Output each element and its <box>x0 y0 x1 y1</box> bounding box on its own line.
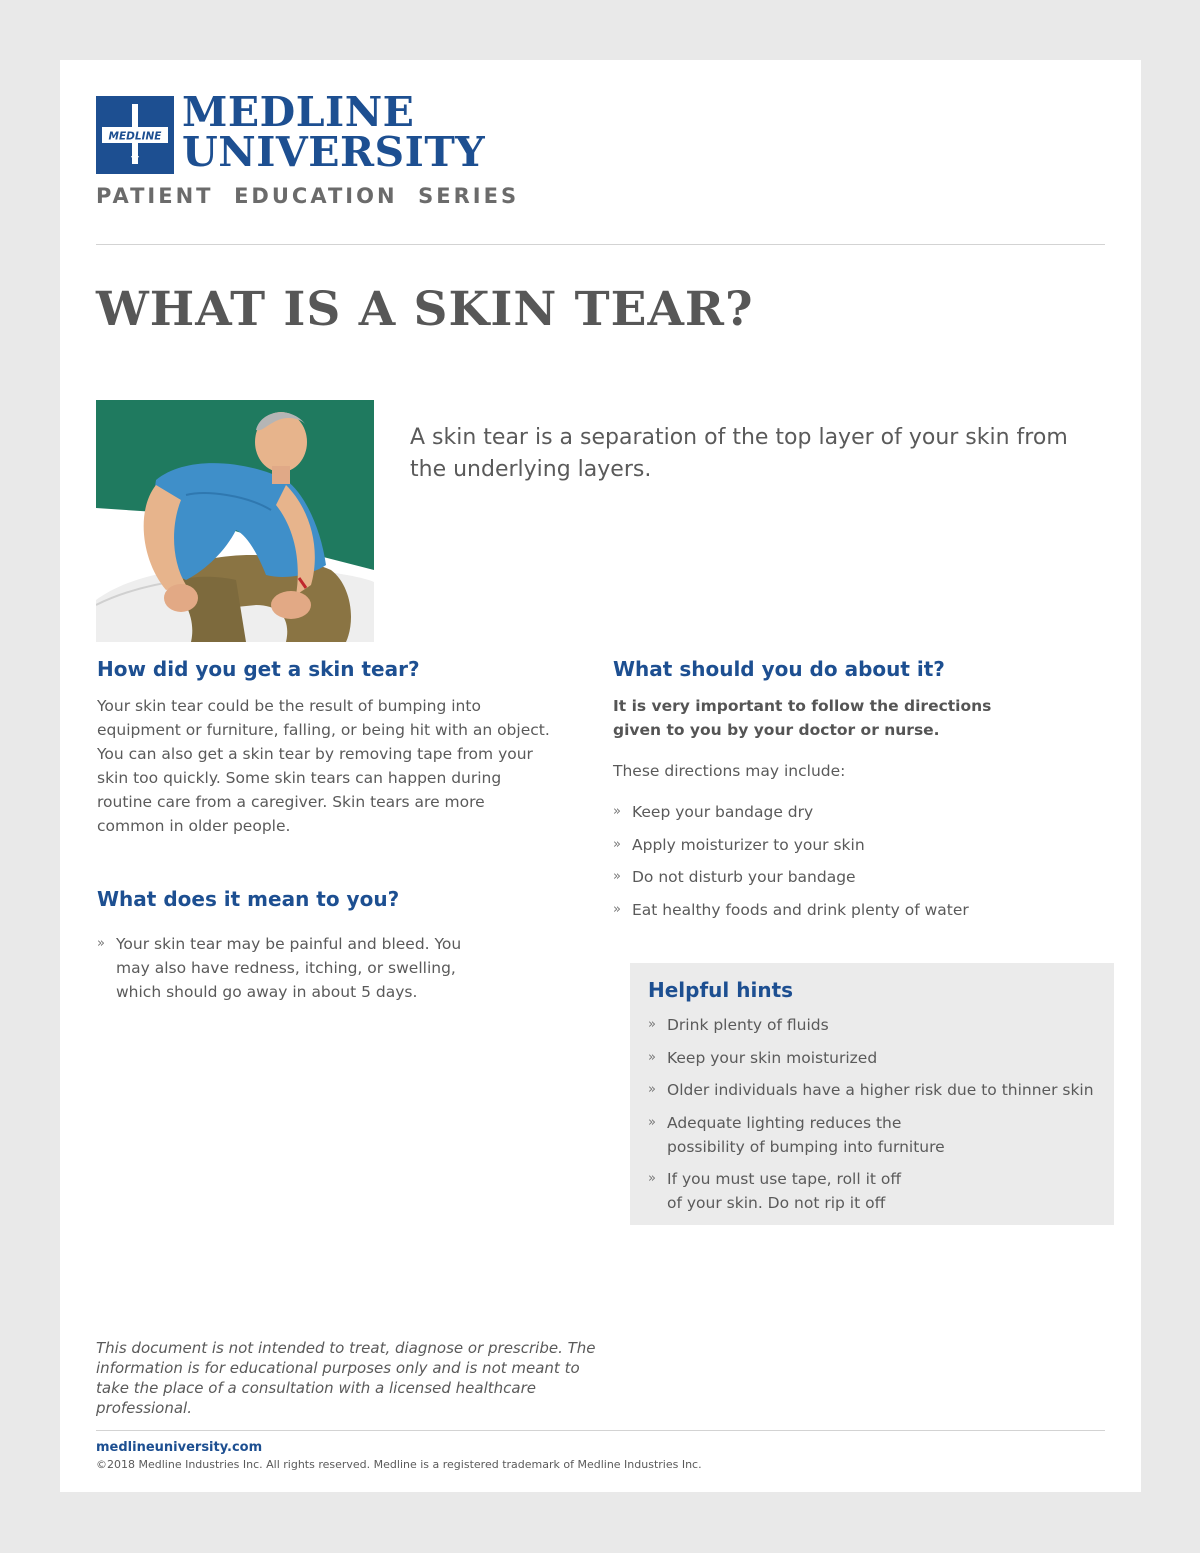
header-divider <box>96 244 1105 245</box>
list-item: » Eat healthy foods and drink plenty of water <box>613 900 969 919</box>
disclaimer-text: This document is not intended to treat, diagnose or prescribe. The information is for educational purposes only and is not meant to take the place of a consultation with a licensed healthcare professional. <box>96 1339 596 1417</box>
do-important-text: It is very important to follow the directions given to you by your doctor or nurse. <box>613 697 992 739</box>
footer-divider <box>96 1430 1105 1431</box>
list-item: » Drink plenty of fluids <box>648 1016 829 1034</box>
list-item: » Adequate lighting reduces the possibility of bumping into furniture <box>648 1113 945 1156</box>
heading-do: What should you do about it? <box>613 657 945 681</box>
heading-how: How did you get a skin tear? <box>97 657 420 681</box>
intro-text: A skin tear is a separation of the top layer of your skin from the underlying layers. <box>410 425 1068 482</box>
document-page <box>60 60 1141 1492</box>
list-item: » If you must use tape, roll it off of your skin. Do not rip it off <box>648 1170 902 1212</box>
heading-hints: Helpful hints <box>648 978 794 1002</box>
hints-list <box>648 1013 1108 1215</box>
logo-line-medline: MEDLINE <box>182 88 415 136</box>
do-list <box>613 800 1053 922</box>
copyright-text: ©2018 Medline Industries Inc. All rights reserved. Medline is a registered trademark of Medline Industries Inc. <box>96 1458 702 1471</box>
patient-illustration <box>96 400 374 642</box>
helpful-hints-box <box>630 963 1114 1225</box>
logo-wordmark <box>182 88 486 176</box>
page-title: WHAT IS A SKIN TEAR? <box>96 282 754 337</box>
list-item: » Your skin tear may be painful and bleed. You may also have redness, itching, or swelling, which should go away in about 5 days. <box>97 932 487 1004</box>
list-item: » Keep your bandage dry <box>613 803 814 821</box>
list-item: » Apply moisturizer to your skin <box>613 835 865 854</box>
how-body-text: Your skin tear could be the result of bumping into equipment or furniture, falling, or being hit with an object. You can also get a skin tear by removing tape from your skin too quickly. Some skin tears can happen during routine care from a caregiver. Skin tears are more common in older people. <box>97 697 550 835</box>
list-item: » Older individuals have a higher risk due to thinner skin <box>648 1081 1094 1099</box>
list-item: » Do not disturb your bandage <box>613 868 856 886</box>
svg-text:MEDLINE: MEDLINE <box>108 130 162 143</box>
medline-star-icon <box>96 96 174 174</box>
website-link[interactable]: medlineuniversity.com <box>96 1440 263 1455</box>
bullet-glyph: » <box>97 936 105 951</box>
do-lead-text: These directions may include: <box>613 762 846 780</box>
mean-list <box>97 932 487 1004</box>
logo-line-university: UNIVERSITY <box>182 128 486 176</box>
series-label: PATIENT EDUCATION SERIES <box>96 184 520 208</box>
heading-mean: What does it mean to you? <box>97 887 400 911</box>
list-item: » Keep your skin moisturized <box>648 1048 878 1067</box>
